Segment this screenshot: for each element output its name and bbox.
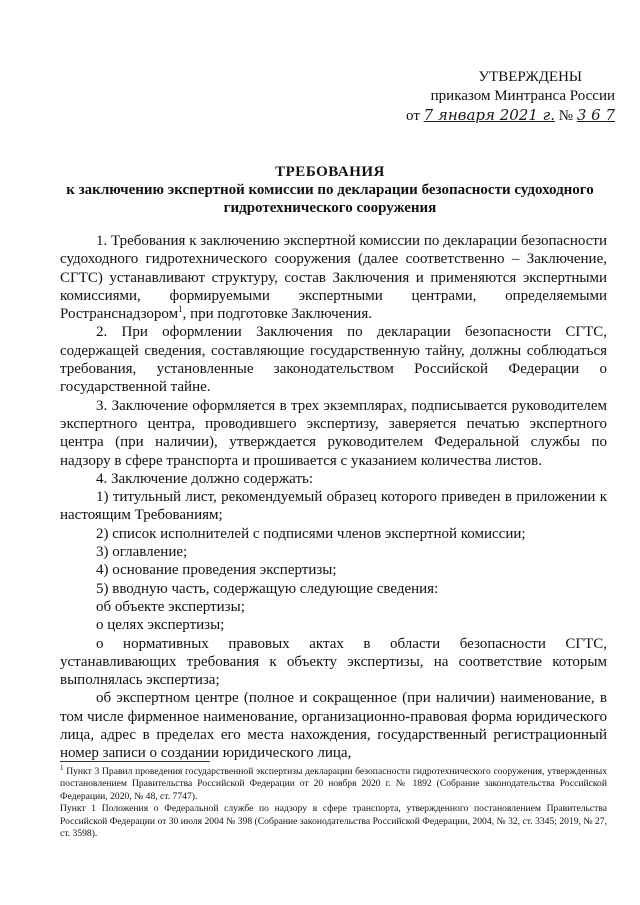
approval-order-line: приказом Минтранса России bbox=[430, 88, 615, 104]
handwritten-number: 3 6 7 bbox=[576, 106, 615, 124]
sub-item-center: об экспертном центре (полное и сокращенное (при наличии) наименование, в том числе фирменное наименование, организационно-правовая форма юридического лица, адрес в пределах его места нахождения, государственный регистрационный номер записи о создании юридического лица, bbox=[60, 690, 607, 762]
handwritten-date: 7 января 2021 г. bbox=[423, 106, 556, 124]
paragraph-4: 4. Заключение должно содержать: bbox=[96, 470, 314, 487]
footnote-2: Пункт 1 Положения о Федеральной службе по надзору в сфере транспорта, утвержденного постановлением Правительства Российской Федерации от 30 июля 2004 № 398 (Собрание законодательства Российской Федерации, 2004, № 32, ст. 3345; 2019, № 27, ст. 3598). bbox=[60, 803, 607, 840]
list-item-5: 5) вводную часть, содержащую следующие сведения: bbox=[96, 580, 439, 597]
list-item-1: 1) титульный лист, рекомендуемый образец которого приведен в приложении к настоящим Требованиям; bbox=[60, 489, 607, 524]
sub-item-object: об объекте экспертизы; bbox=[96, 598, 245, 615]
paragraph-2: 2. При оформлении Заключения по декларации безопасности СГТС, содержащей сведения, составляющие государственную тайну, должны соблюдаться требования, установленные законодательством Российской Федерации о государственной тайне. bbox=[60, 324, 607, 396]
approval-title: УТВЕРЖДЕНЫ bbox=[478, 69, 582, 85]
approval-date-prefix: от bbox=[406, 108, 420, 124]
list-item-2: 2) список исполнителей с подписями членов экспертной комиссии; bbox=[96, 525, 526, 542]
list-item-4: 4) основание проведения экспертизы; bbox=[96, 562, 337, 579]
approval-number-prefix: № bbox=[558, 108, 574, 124]
paragraph-3: 3. Заключение оформляется в трех экземплярах, подписывается руководителем экспертного центра, проводившего экспертизу, заверяется печатью экспертного центра (при наличии), утверждается руководителем Федеральной службы по надзору в сфере транспорта и прошивается с указанием количества листов. bbox=[60, 397, 607, 469]
sub-item-goals: о целях экспертизы; bbox=[96, 617, 225, 634]
footnotes bbox=[60, 763, 607, 840]
list-item-3: 3) оглавление; bbox=[96, 544, 188, 561]
document-subtitle: к заключению экспертной комиссии по декларации безопасности судоходного гидротехнического сооружения bbox=[66, 182, 594, 216]
approval-date-line bbox=[405, 106, 615, 126]
document-body bbox=[60, 232, 607, 763]
approval-block bbox=[405, 68, 615, 126]
paragraph-1: 1. Требования к заключению экспертной комиссии по декларации безопасности судоходного гидротехнического сооружения (далее соответственно – Заключение, СГТС) устанавливают структуру, состав Заключения и применяются экспертными комиссиями, формируемыми экспертными центрами, определяемыми Ространснадзором$^1$, при подготовке Заключения. bbox=[60, 233, 607, 323]
footnote-ref: 1 bbox=[178, 304, 183, 315]
footnote-divider bbox=[60, 761, 210, 762]
sub-item-acts: о нормативных правовых актах в области безопасности СГТС, устанавливающих требования к объекту экспертизы, на соответствие которым выполнялась экспертиза; bbox=[60, 635, 607, 689]
document-heading bbox=[55, 163, 605, 217]
document-title: ТРЕБОВАНИЯ bbox=[275, 164, 385, 180]
footnote-1: $^1$ Пункт 3 Правил проведения государственной экспертизы декларации безопасности гидротехнического сооружения, утвержденных постановлением Правительства Российской Федерации от 20 ноября 2020 г. № 1892 (Собрание законодательства Российской Федерации, 2020, № 48, ст. 7747). bbox=[60, 763, 607, 802]
